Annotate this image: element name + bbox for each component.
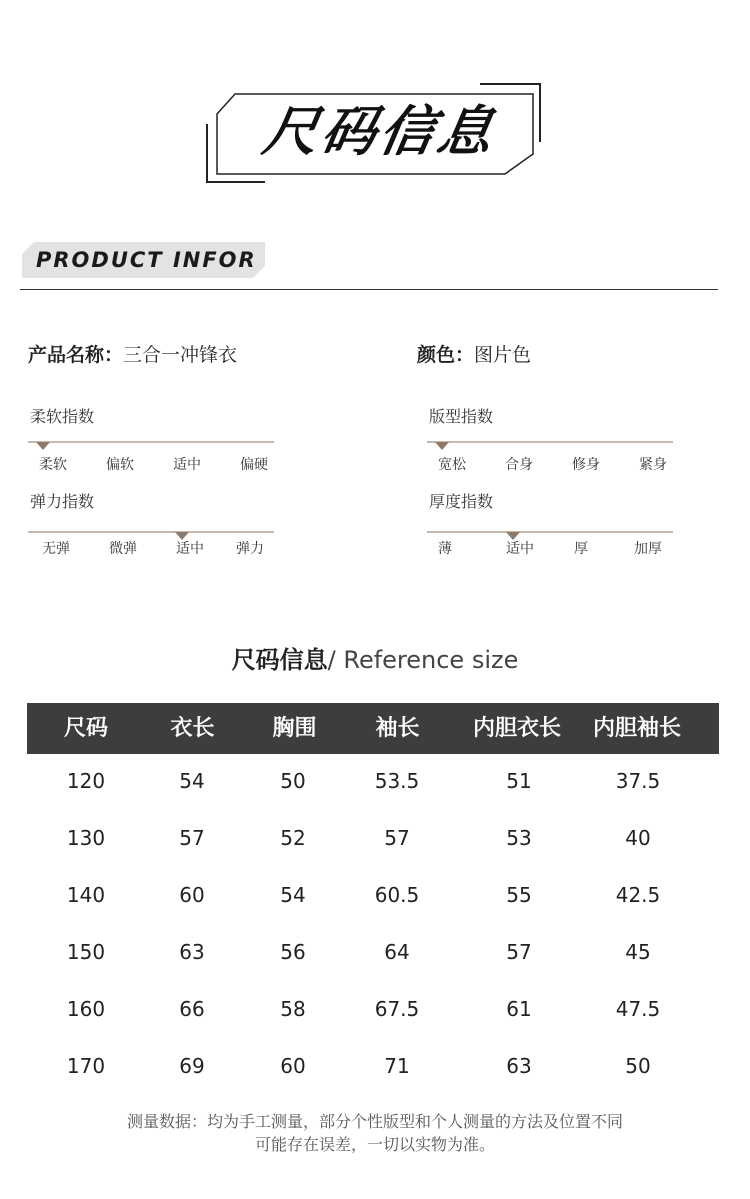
table-cell: 61 [506,997,532,1021]
table-cell: 170 [66,1054,106,1078]
product-name-value: 三合一冲锋衣 [123,344,238,366]
product-name-label: 产品名称： [28,344,124,366]
table-cell: 40 [625,826,651,850]
hero-title: 尺码信息 [258,100,502,163]
hero-banner [205,82,545,187]
index-option: 宽松 [438,457,466,473]
product-color-value: 图片色 [474,344,532,366]
footnote-line-2: 可能存在误差，一切以实物为准。 [254,1135,495,1154]
size-table-heading [0,640,750,675]
table-cell: 37.5 [615,769,661,793]
table-cell: 60 [179,883,205,907]
index-option: 柔软 [39,457,67,473]
index-option: 适中 [173,457,201,473]
index-track [427,441,673,443]
index-option: 偏硬 [240,457,268,473]
table-cell: 54 [179,769,205,793]
table-cell: 45 [625,940,651,964]
product-name-row [28,340,237,367]
table-cell: 63 [179,940,205,964]
index-option: 无弹 [42,541,70,557]
index-option: 加厚 [634,541,662,557]
index-title: 厚度指数 [429,492,494,511]
table-cell: 64 [384,940,410,964]
section-tag [22,242,265,278]
product-color-row [417,340,531,367]
table-cell: 57 [179,826,205,850]
table-cell: 55 [506,883,532,907]
table-cell: 67.5 [374,997,420,1021]
index-option: 偏软 [106,457,134,473]
table-cell: 71 [384,1054,410,1078]
table-cell: 50 [625,1054,651,1078]
table-cell: 52 [280,826,306,850]
index-marker [435,442,449,450]
table-cell: 54 [280,883,306,907]
table-cell: 58 [280,997,306,1021]
table-cell: 51 [506,769,532,793]
index-track [28,441,274,443]
index-title: 版型指数 [429,407,494,426]
table-cell: 160 [66,997,106,1021]
index-track [427,531,673,533]
table-cell: 140 [66,883,106,907]
column-header: 胸围 [272,716,317,741]
column-header: 内胆衣长 [472,716,561,741]
index-option: 厚 [574,541,588,557]
table-cell: 130 [66,826,106,850]
size-table-header [27,703,719,754]
index-marker [36,442,50,450]
table-cell: 60 [280,1054,306,1078]
index-title: 弹力指数 [30,492,95,511]
index-option: 合身 [505,457,533,473]
table-cell: 63 [506,1054,532,1078]
table-cell: 53 [506,826,532,850]
table-cell: 50 [280,769,306,793]
column-header: 内胆袖长 [592,716,681,741]
index-option: 适中 [176,541,204,557]
table-cell: 57 [506,940,532,964]
section-divider [20,289,718,290]
table-cell: 57 [384,826,410,850]
product-color-label: 颜色： [417,344,475,366]
index-track [28,531,274,533]
index-option: 紧身 [639,457,667,473]
index-option: 微弹 [109,541,137,557]
size-heading-rest: / Reference size [327,646,519,674]
table-cell: 69 [179,1054,205,1078]
index-option: 弹力 [236,541,264,557]
table-cell: 47.5 [615,997,661,1021]
index-option: 薄 [438,541,452,557]
table-cell: 120 [66,769,106,793]
footnote-line-1: 测量数据：均为手工测量，部分个性版型和个人测量的方法及位置不同 [126,1112,623,1131]
index-title: 柔软指数 [30,407,95,426]
table-cell: 66 [179,997,205,1021]
column-header: 尺码 [63,716,108,741]
table-cell: 60.5 [374,883,420,907]
table-cell: 56 [280,940,306,964]
index-option: 修身 [572,457,600,473]
column-header: 衣长 [170,716,215,741]
index-option: 适中 [506,541,534,557]
size-heading-bold: 尺码信息 [231,646,328,674]
table-cell: 150 [66,940,106,964]
section-tag-label: PRODUCT INFOR [36,248,257,272]
table-cell: 42.5 [615,883,661,907]
column-header: 袖长 [375,716,420,741]
table-cell: 53.5 [374,769,420,793]
